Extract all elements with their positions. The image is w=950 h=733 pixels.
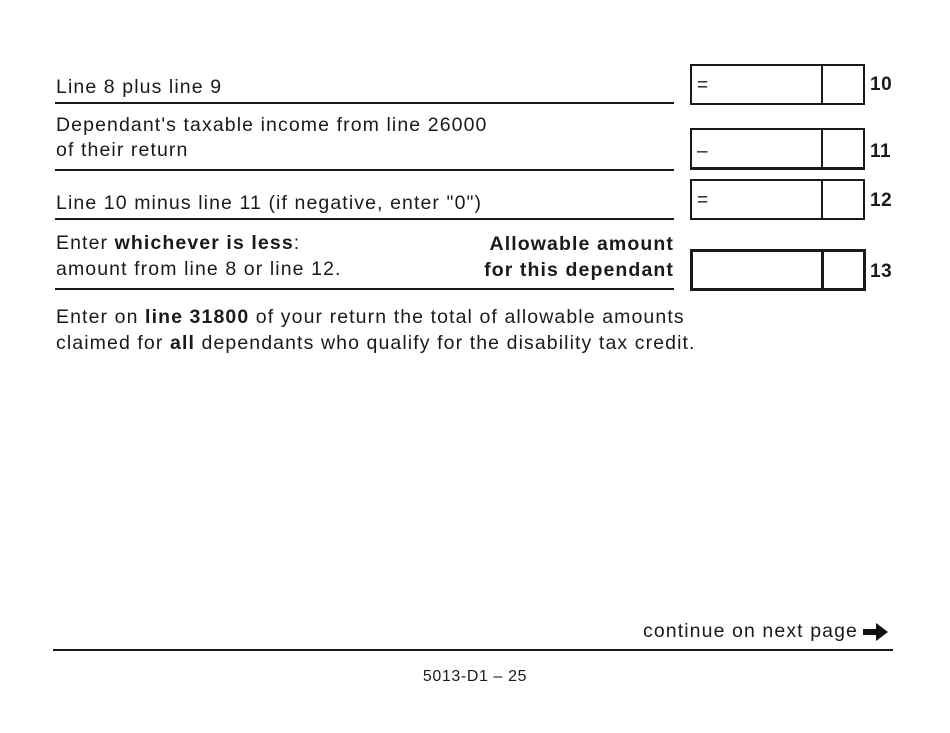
divider	[55, 288, 674, 290]
allowable-amount-label: Allowable amount	[489, 233, 674, 255]
label-emphasis: whichever is less	[114, 232, 294, 254]
line-10-amount-field[interactable]	[690, 64, 865, 105]
continue-label: continue on next page	[642, 620, 858, 642]
instruction-text: claimed for	[56, 332, 170, 354]
equals-sign: =	[697, 75, 709, 96]
cents-divider	[821, 252, 824, 288]
cents-divider	[821, 181, 823, 218]
instruction-emphasis: all	[170, 332, 195, 354]
instruction-text: Enter on	[56, 306, 146, 328]
footer-divider	[53, 649, 893, 651]
line-number-13: 13	[870, 261, 893, 282]
label-text: Enter	[56, 232, 115, 254]
label-text: :	[293, 232, 301, 254]
cents-divider	[821, 66, 823, 103]
divider	[55, 102, 674, 104]
page-identifier: 5013-D1 – 25	[422, 668, 528, 685]
line-number-11: 11	[870, 141, 892, 162]
line-number-12: 12	[870, 190, 893, 211]
instruction-text: of your return the total of allowable amounts	[249, 306, 685, 328]
equals-sign: =	[697, 190, 709, 211]
instruction-line-2	[56, 331, 696, 356]
line-11-label-cont: of their return	[56, 139, 189, 161]
line-11-label: Dependant's taxable income from line 26000	[56, 114, 488, 136]
divider	[55, 169, 674, 171]
arrow-right-icon	[862, 621, 890, 643]
line-12-amount-field[interactable]	[690, 179, 865, 220]
line-11-amount-field[interactable]	[690, 128, 865, 170]
allowable-amount-label-cont: for this dependant	[484, 259, 674, 281]
minus-sign: –	[697, 141, 708, 162]
line-10-label: Line 8 plus line 9	[56, 76, 223, 98]
divider	[55, 218, 674, 220]
line-13-label	[56, 231, 300, 256]
line-number-10: 10	[870, 74, 893, 95]
instruction-text: dependants who qualify for the disability tax credit.	[194, 332, 696, 354]
instruction-line-1	[56, 305, 685, 330]
instruction-emphasis: line 31800	[145, 306, 250, 328]
line-12-label: Line 10 minus line 11 (if negative, enter "0")	[56, 192, 483, 214]
line-13-amount-field[interactable]	[690, 249, 866, 291]
line-13-label-cont: amount from line 8 or line 12.	[56, 258, 342, 280]
cents-divider	[821, 130, 823, 167]
